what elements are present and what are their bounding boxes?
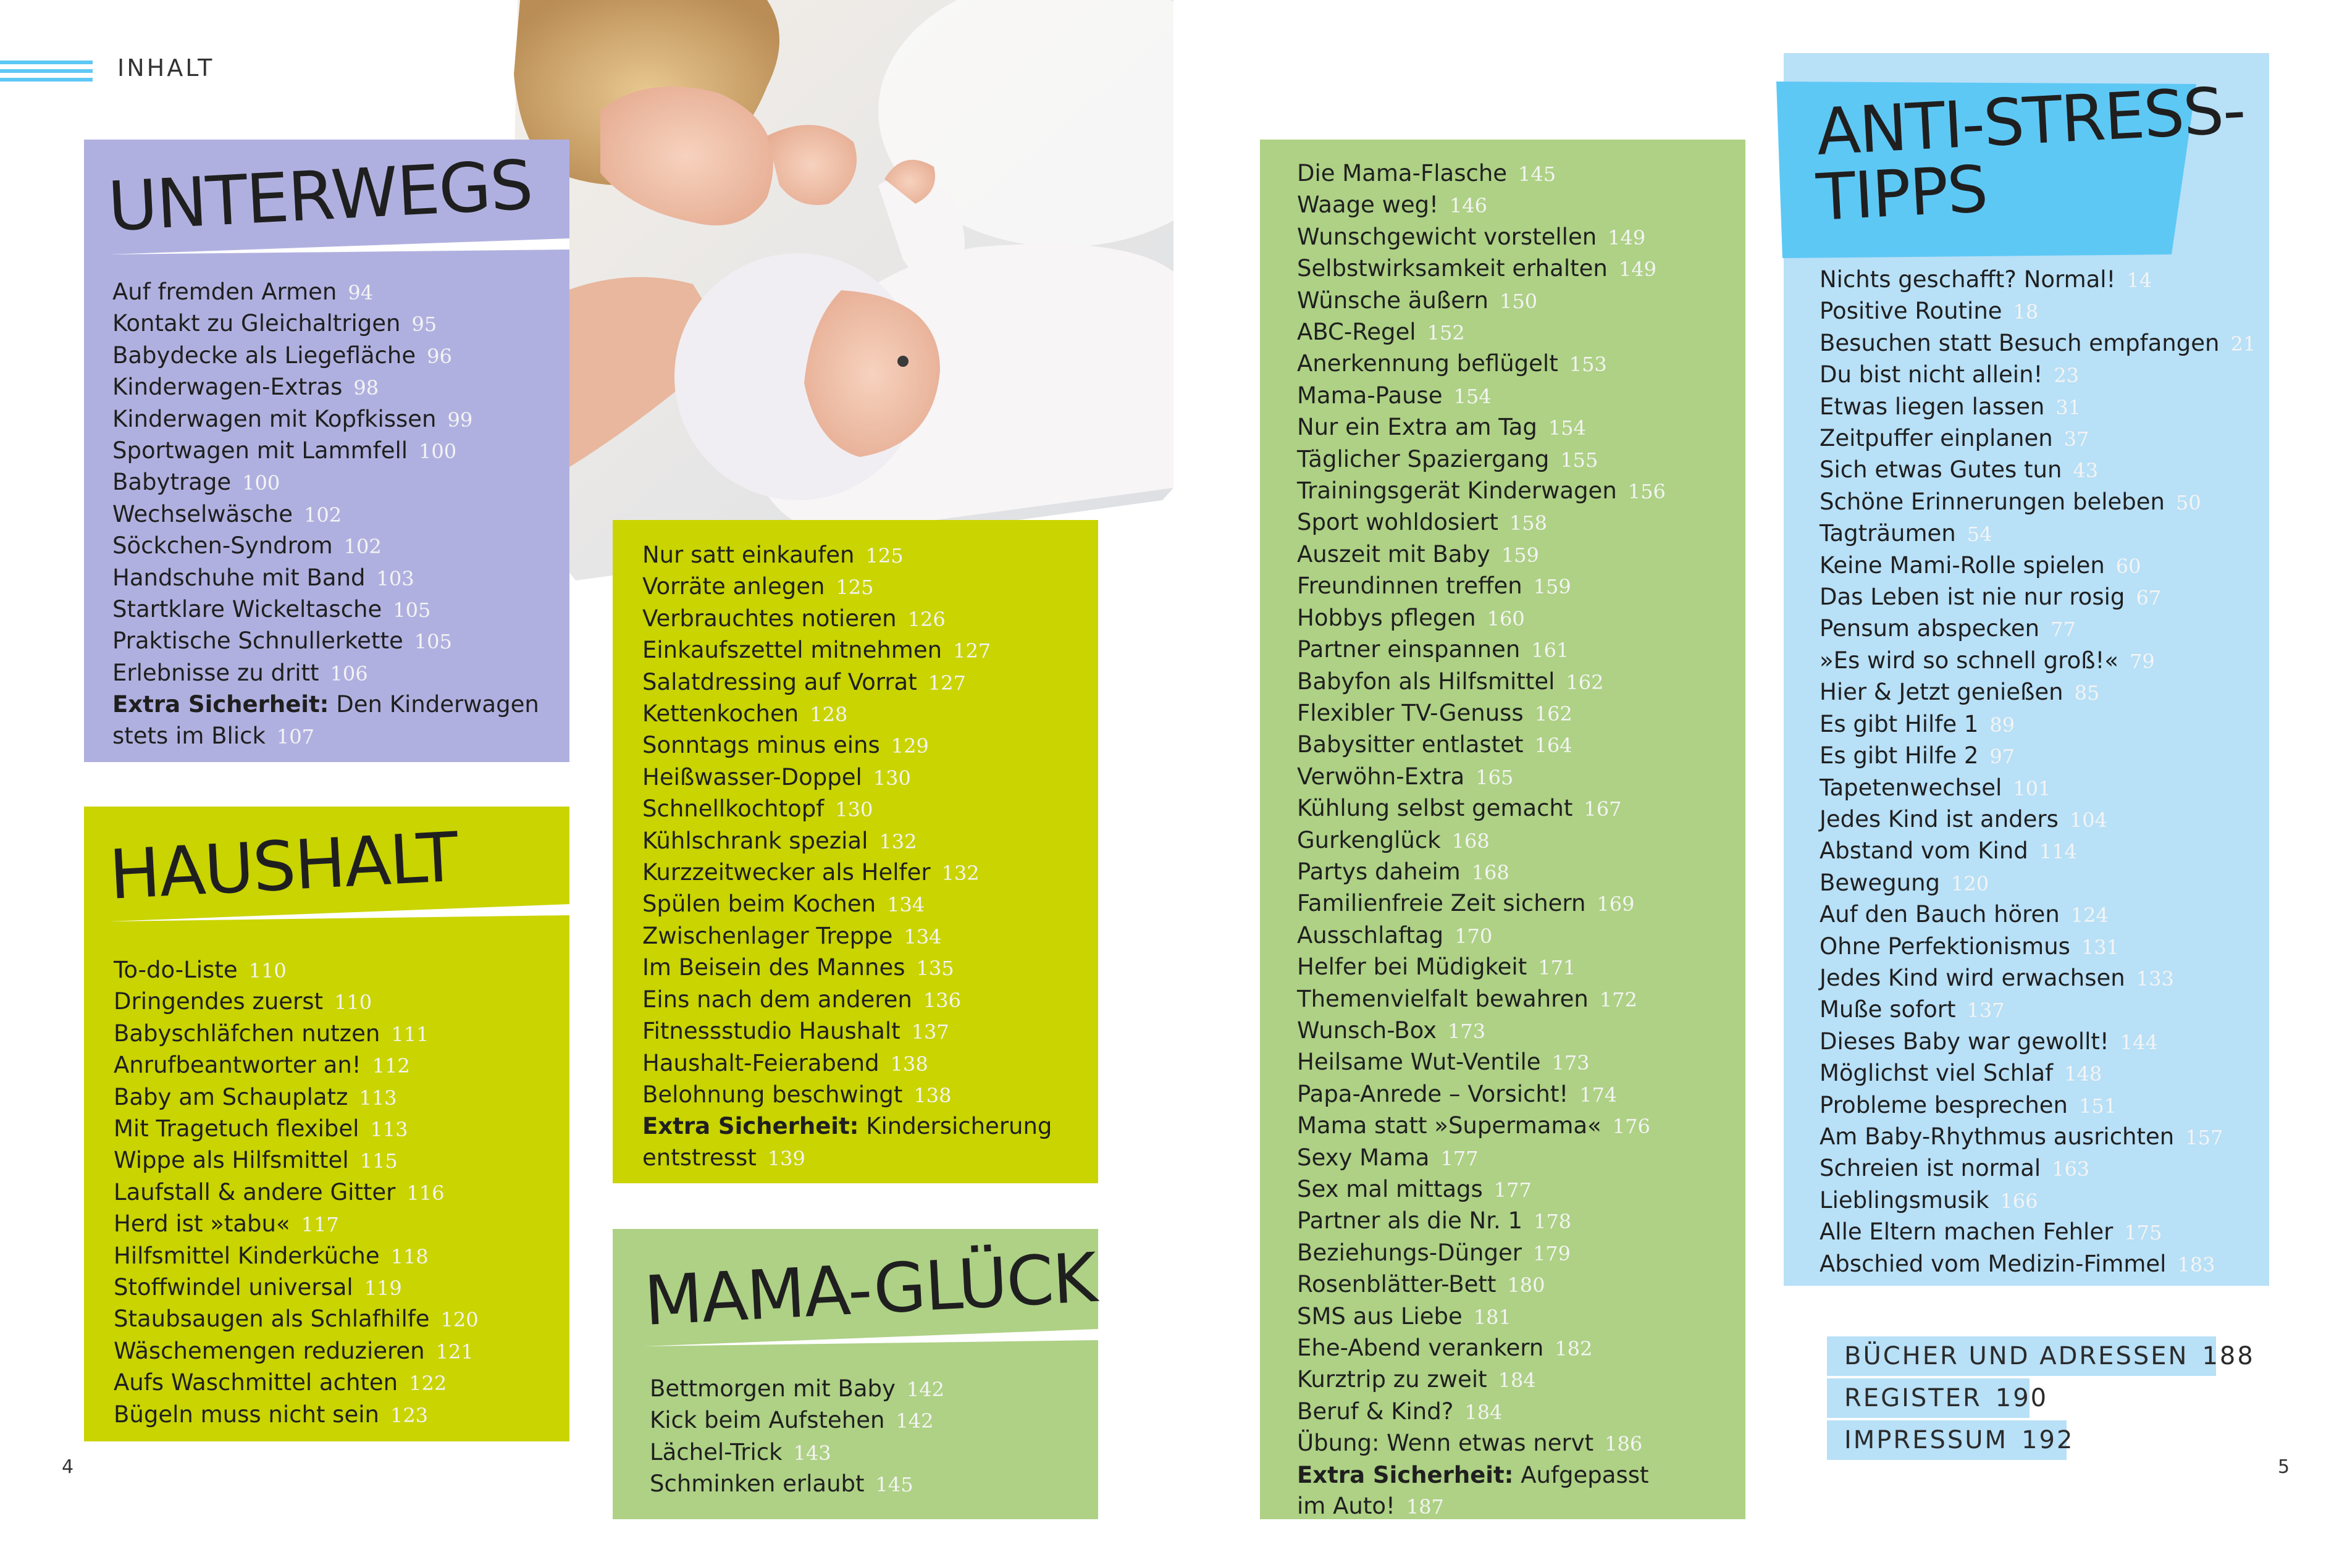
appendix-impressum[interactable]: IMPRESSUM 192 <box>1827 1420 2067 1460</box>
toc-entry[interactable]: Themenvielfalt bewahren 172 <box>1297 985 1637 1012</box>
toc-entry[interactable]: Baby am Schauplatz 113 <box>114 1083 397 1110</box>
toc-entry[interactable]: Wunsch-Box 173 <box>1297 1017 1486 1044</box>
section-title-line2: TIPPS <box>1815 151 1989 235</box>
toc-list <box>1820 264 2256 1280</box>
toc-entry[interactable]: Partys daheim 168 <box>1297 858 1509 885</box>
section-title: MAMA-GLÜCK <box>642 1238 1098 1341</box>
section-haushalt <box>84 807 569 1441</box>
page-number-left: 4 <box>62 1456 74 1478</box>
toc-entry[interactable]: Zwischenlager Treppe 134 <box>642 922 942 949</box>
toc-entry[interactable]: Es gibt Hilfe 2 97 <box>1820 742 2015 769</box>
section-mama-glueck-continued <box>1260 140 1745 1519</box>
toc-entry[interactable]: Mama statt »Supermama« 176 <box>1297 1112 1650 1139</box>
toc-entry[interactable]: Hier & Jetzt genießen 85 <box>1820 679 2100 706</box>
toc-entry[interactable]: Heißwasser-Doppel 130 <box>642 763 911 790</box>
toc-entry[interactable]: Bettmorgen mit Baby 142 <box>650 1375 944 1402</box>
toc-entry[interactable]: Das Leben ist nie nur rosig 67 <box>1820 584 2162 611</box>
toc-entry[interactable]: Positive Routine 18 <box>1820 298 2039 325</box>
toc-entry[interactable]: Beruf & Kind? 184 <box>1297 1398 1503 1425</box>
toc-entry[interactable]: Sonntags minus eins 129 <box>642 732 929 759</box>
toc-entry[interactable]: Alle Eltern machen Fehler 175 <box>1820 1218 2162 1246</box>
toc-entry[interactable]: Babytrage 100 <box>112 469 280 496</box>
toc-entry[interactable]: SMS aus Liebe 181 <box>1297 1302 1511 1330</box>
toc-entry[interactable]: Wäschemengen reduzieren 121 <box>114 1337 474 1364</box>
toc-entry[interactable]: Partner als die Nr. 1 178 <box>1297 1207 1572 1235</box>
toc-entry[interactable]: Einkaufszettel mitnehmen 127 <box>642 637 991 664</box>
toc-entry[interactable]: Erlebnisse zu dritt 106 <box>112 659 368 686</box>
toc-entry[interactable]: Am Baby-Rhythmus ausrichten 157 <box>1820 1123 2223 1150</box>
mother-baby-photo <box>508 0 1173 581</box>
toc-list <box>114 955 479 1431</box>
toc-entry[interactable]: Sexy Mama 177 <box>1297 1144 1479 1171</box>
toc-entry[interactable]: Schöne Erinnerungen beleben 50 <box>1820 488 2201 515</box>
toc-entry[interactable]: Kontakt zu Gleichaltrigen 95 <box>112 310 437 337</box>
toc-entry[interactable]: Sportwagen mit Lammfell 100 <box>112 437 457 464</box>
toc-entry[interactable]: Bewegung 120 <box>1820 869 1989 896</box>
appendix-register[interactable]: REGISTER 190 <box>1827 1378 2030 1418</box>
toc-entry[interactable]: Belohnung beschwingt 138 <box>642 1081 952 1108</box>
toc-entry[interactable]: Zeitpuffer einplanen 37 <box>1820 425 2089 452</box>
section-unterwegs <box>84 140 569 762</box>
toc-entry[interactable]: Schminken erlaubt 145 <box>650 1470 913 1498</box>
toc-entry[interactable]: Selbstwirksamkeit erhalten 149 <box>1297 255 1656 282</box>
toc-entry-extra-cont[interactable]: entstresst 139 <box>642 1144 805 1171</box>
toc-entry[interactable]: Söckchen-Syndrom 102 <box>112 532 382 560</box>
toc-entry[interactable]: Beziehungs-Dünger 179 <box>1297 1239 1571 1266</box>
toc-entry[interactable]: Kühlschrank spezial 132 <box>642 827 917 854</box>
toc-entry[interactable]: Anrufbeantworter an! 112 <box>114 1052 410 1079</box>
toc-entry[interactable]: Verbrauchtes notieren 126 <box>642 605 946 632</box>
toc-entry[interactable]: Pensum abspecken 77 <box>1820 615 2076 642</box>
title-underline <box>109 236 569 254</box>
toc-entry[interactable]: Trainingsgerät Kinderwagen 156 <box>1297 477 1666 505</box>
toc-entry[interactable]: Kettenkochen 128 <box>642 700 848 727</box>
toc-entry[interactable]: Flexibler TV-Genuss 162 <box>1297 699 1572 726</box>
toc-entry[interactable]: Babyschläfchen nutzen 111 <box>114 1020 429 1047</box>
toc-entry[interactable]: Mama-Pause 154 <box>1297 382 1492 409</box>
toc-entry-extra[interactable]: Extra Sicherheit: Kindersicherung <box>642 1113 1052 1140</box>
toc-entry[interactable]: Ausschlaftag 170 <box>1297 921 1493 949</box>
toc-entry[interactable]: Möglichst viel Schlaf 148 <box>1820 1060 2102 1087</box>
title-underline <box>109 903 569 921</box>
toc-entry[interactable]: Heilsame Wut-Ventile 173 <box>1297 1049 1590 1076</box>
toc-entry[interactable]: Auf den Bauch hören 124 <box>1820 901 2109 928</box>
section-title-line1: ANTI-STRESS- <box>1815 72 2247 170</box>
toc-list <box>650 1373 944 1501</box>
toc-entry[interactable]: Jedes Kind wird erwachsen 133 <box>1820 964 2174 991</box>
toc-entry[interactable]: Spülen beim Kochen 134 <box>642 891 925 918</box>
toc-entry[interactable]: Schreien ist normal 163 <box>1820 1155 2090 1182</box>
toc-entry[interactable]: Kurzzeitwecker als Helfer 132 <box>642 859 980 886</box>
toc-entry[interactable]: Eins nach dem anderen 136 <box>642 986 961 1013</box>
toc-entry[interactable]: Verwöhn-Extra 165 <box>1297 763 1514 790</box>
appendix-books[interactable]: BÜCHER UND ADRESSEN 188 <box>1827 1336 2216 1376</box>
toc-entry[interactable]: Vorräte anlegen 125 <box>642 573 874 600</box>
toc-entry[interactable]: Es gibt Hilfe 1 89 <box>1820 710 2015 737</box>
toc-entry[interactable]: Kick beim Aufstehen 142 <box>650 1407 934 1434</box>
toc-entry[interactable]: Nichts geschafft? Normal! 14 <box>1820 266 2152 293</box>
toc-entry[interactable]: Mit Tragetuch flexibel 113 <box>114 1115 408 1142</box>
toc-entry[interactable]: Gurkenglück 168 <box>1297 826 1490 853</box>
toc-entry[interactable]: Übung: Wenn etwas nervt 186 <box>1297 1430 1643 1457</box>
toc-entry[interactable]: Sich etwas Gutes tun 43 <box>1820 456 2099 484</box>
toc-entry[interactable]: Handschuhe mit Band 103 <box>112 564 414 591</box>
toc-entry[interactable]: Tapetenwechsel 101 <box>1820 774 2051 801</box>
toc-entry[interactable]: Startklare Wickeltasche 105 <box>112 596 431 623</box>
toc-entry[interactable]: Abstand vom Kind 114 <box>1820 837 2077 865</box>
toc-entry[interactable]: Wippe als Hilfsmittel 115 <box>114 1147 398 1174</box>
toc-entry[interactable]: Partner einspannen 161 <box>1297 636 1569 663</box>
toc-entry[interactable]: Waage weg! 146 <box>1297 191 1487 219</box>
toc-entry[interactable]: Auszeit mit Baby 159 <box>1297 540 1539 568</box>
toc-entry-extra-cont[interactable]: im Auto! 187 <box>1297 1493 1444 1520</box>
toc-entry[interactable]: ABC-Regel 152 <box>1297 319 1465 346</box>
toc-entry[interactable]: Babysitter entlastet 164 <box>1297 731 1572 758</box>
toc-entry[interactable]: Stoffwindel universal 119 <box>114 1274 402 1301</box>
toc-entry[interactable]: Nur satt einkaufen 125 <box>642 542 904 568</box>
toc-entry-extra-cont[interactable]: stets im Blick 107 <box>112 722 314 749</box>
toc-entry[interactable]: Keine Mami-Rolle spielen 60 <box>1820 551 2141 579</box>
toc-entry[interactable]: Babydecke als Liegefläche 96 <box>112 342 452 369</box>
section-title: UNTERWEGS <box>106 145 534 246</box>
toc-entry[interactable]: Ehe-Abend verankern 182 <box>1297 1335 1593 1362</box>
toc-entry[interactable]: Abschied vom Medizin-Fimmel 183 <box>1820 1250 2215 1277</box>
toc-entry[interactable]: Schnellkochtopf 130 <box>642 795 873 823</box>
toc-entry[interactable]: Kühlung selbst gemacht 167 <box>1297 795 1622 822</box>
toc-entry[interactable]: Laufstall & andere Gitter 116 <box>114 1178 445 1205</box>
toc-entry[interactable]: Kurztrip zu zweit 184 <box>1297 1366 1536 1393</box>
toc-entry[interactable]: Besuchen statt Besuch empfangen 21 <box>1820 329 2256 356</box>
toc-entry[interactable]: Anerkennung beflügelt 153 <box>1297 350 1607 377</box>
toc-entry[interactable]: Helfer bei Müdigkeit 171 <box>1297 954 1576 981</box>
toc-entry[interactable]: Lieblingsmusik 166 <box>1820 1186 2038 1214</box>
toc-entry[interactable]: Du bist nicht allein! 23 <box>1820 361 2080 388</box>
toc-entry[interactable]: Nur ein Extra am Tag 154 <box>1297 414 1586 441</box>
toc-entry-extra[interactable]: Extra Sicherheit: Den Kinderwagen <box>112 691 539 718</box>
toc-list <box>1297 158 1666 1522</box>
toc-entry[interactable]: Dringendes zuerst 110 <box>114 988 372 1015</box>
toc-entry[interactable]: Etwas liegen lassen 31 <box>1820 393 2081 420</box>
toc-entry[interactable]: Täglicher Spaziergang 155 <box>1297 445 1598 472</box>
toc-entry[interactable]: Muße sofort 137 <box>1820 996 2005 1023</box>
toc-entry[interactable]: Dieses Baby war gewollt! 144 <box>1820 1028 2158 1055</box>
toc-entry[interactable]: Babyfon als Hilfsmittel 162 <box>1297 668 1604 695</box>
toc-entry[interactable]: Sport wohldosiert 158 <box>1297 509 1547 536</box>
toc-entry[interactable]: Kinderwagen-Extras 98 <box>112 374 379 401</box>
toc-entry[interactable]: Ohne Perfektionismus 131 <box>1820 933 2120 960</box>
toc-entry[interactable]: Wechselwäsche 102 <box>112 500 342 527</box>
section-mama-glueck <box>613 1229 1098 1519</box>
page-number-right: 5 <box>2278 1456 2290 1478</box>
toc-entry[interactable]: Auf fremden Armen 94 <box>112 279 374 305</box>
toc-entry[interactable]: »Es wird so schnell groß!« 79 <box>1820 647 2155 674</box>
toc-entry[interactable]: Im Beisein des Mannes 135 <box>642 954 954 981</box>
toc-entry[interactable]: Papa-Anrede – Vorsicht! 174 <box>1297 1080 1618 1107</box>
toc-entry[interactable]: Wünsche äußern 150 <box>1297 287 1538 314</box>
toc-entry[interactable]: Freundinnen treffen 159 <box>1297 572 1571 600</box>
toc-entry[interactable]: Staubsaugen als Schlafhilfe 120 <box>114 1306 479 1333</box>
toc-entry[interactable]: Wunschgewicht vorstellen 149 <box>1297 223 1646 250</box>
toc-entry[interactable]: Probleme besprechen 151 <box>1820 1091 2117 1118</box>
toc-entry[interactable]: Bügeln muss nicht sein 123 <box>114 1401 429 1428</box>
toc-entry[interactable]: Herd ist »tabu« 117 <box>114 1210 339 1238</box>
toc-list <box>642 540 1052 1174</box>
section-anti-stress <box>1784 53 2269 1286</box>
toc-entry[interactable]: Jedes Kind ist anders 104 <box>1820 805 2107 832</box>
toc-entry[interactable]: Haushalt-Feierabend 138 <box>642 1049 928 1076</box>
toc-entry[interactable]: Fitnessstudio Haushalt 137 <box>642 1018 949 1045</box>
toc-entry[interactable]: Die Mama-Flasche 145 <box>1297 160 1556 187</box>
toc-list <box>112 277 539 752</box>
toc-entry[interactable]: Aufs Waschmittel achten 122 <box>114 1369 447 1396</box>
toc-entry[interactable]: To-do-Liste 110 <box>114 957 287 983</box>
toc-entry[interactable]: Kinderwagen mit Kopfkissen 99 <box>112 405 473 432</box>
toc-entry[interactable]: Familienfreie Zeit sichern 169 <box>1297 890 1635 917</box>
toc-entry[interactable]: Sex mal mittags 177 <box>1297 1176 1532 1202</box>
toc-entry[interactable]: Lächel-Trick 143 <box>650 1438 831 1465</box>
toc-entry[interactable]: Rosenblätter-Bett 180 <box>1297 1271 1545 1298</box>
toc-entry[interactable]: Salatdressing auf Vorrat 127 <box>642 668 966 695</box>
toc-entry[interactable]: Praktische Schnullerkette 105 <box>112 627 452 655</box>
toc-entry[interactable]: Tagträumen 54 <box>1820 520 1992 547</box>
section-haushalt-continued <box>613 520 1098 1183</box>
toc-entry[interactable]: Hilfsmittel Kinderküche 118 <box>114 1242 429 1269</box>
section-label: INHALT <box>117 54 215 82</box>
header-stripes <box>0 59 93 84</box>
toc-entry-extra[interactable]: Extra Sicherheit: Aufgepasst <box>1297 1461 1649 1488</box>
toc-entry[interactable]: Hobbys pflegen 160 <box>1297 604 1525 631</box>
section-title: HAUSHALT <box>107 817 460 915</box>
title-underline <box>644 1328 1098 1346</box>
